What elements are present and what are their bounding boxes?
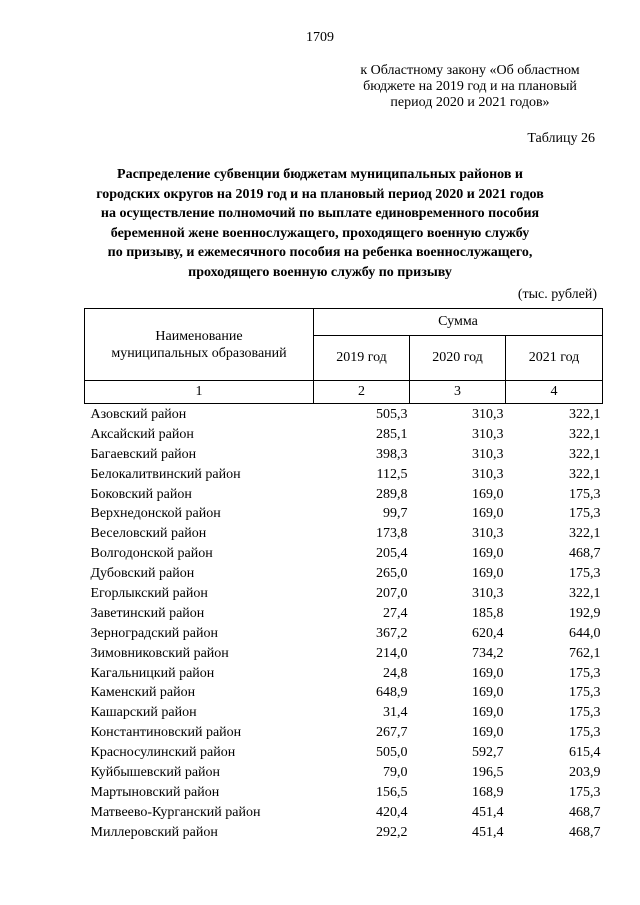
units-label: (тыс. рублей) bbox=[517, 287, 597, 302]
value-2020: 168,9 bbox=[472, 784, 504, 800]
value-2021: 322,1 bbox=[569, 585, 601, 601]
value-2019: 420,4 bbox=[376, 804, 408, 820]
table-row bbox=[85, 465, 603, 485]
appendix-line: бюджете на 2019 год и на плановый bbox=[363, 79, 577, 94]
value-2020: 451,4 bbox=[472, 804, 504, 820]
value-2021: 322,1 bbox=[569, 466, 601, 482]
table-row bbox=[85, 404, 603, 425]
title-line: по призыву, и ежемесячного пособия на ребенка военнослужащего, bbox=[107, 245, 533, 260]
district-name: Боковский район bbox=[90, 486, 192, 502]
header-col-number: 2 bbox=[314, 381, 410, 404]
table-row bbox=[85, 783, 603, 803]
value-2020: 169,0 bbox=[472, 685, 504, 701]
value-2020: 196,5 bbox=[472, 764, 504, 780]
district-name: Волгодонской район bbox=[90, 546, 213, 562]
value-2019: 285,1 bbox=[376, 426, 408, 442]
value-2019: 27,4 bbox=[383, 605, 408, 621]
title-line: на осуществление полномочий по выплате единовременного пособия bbox=[100, 206, 540, 221]
value-2021: 175,3 bbox=[569, 506, 601, 522]
header-name-line: Наименование bbox=[155, 328, 243, 344]
district-name: Мартыновский район bbox=[90, 784, 220, 800]
value-2019: 99,7 bbox=[383, 506, 408, 522]
district-name: Зимовниковский район bbox=[90, 645, 229, 661]
value-2020: 310,3 bbox=[472, 446, 504, 462]
document-title bbox=[70, 165, 570, 282]
district-name: Константиновский район bbox=[90, 725, 242, 741]
value-2021: 175,3 bbox=[569, 486, 601, 502]
table-row bbox=[85, 445, 603, 465]
header-name-cell bbox=[85, 309, 314, 381]
value-2020: 310,3 bbox=[472, 585, 504, 601]
value-2021: 175,3 bbox=[569, 685, 601, 701]
value-2019: 207,0 bbox=[376, 585, 408, 601]
value-2019: 292,2 bbox=[376, 824, 408, 840]
title-line: проходящего военную службу по призыву bbox=[188, 264, 452, 280]
district-name: Аксайский район bbox=[90, 426, 194, 442]
value-2020: 185,8 bbox=[472, 605, 504, 621]
page-number: 1709 bbox=[306, 30, 334, 45]
table-row bbox=[85, 743, 603, 763]
value-2019: 31,4 bbox=[383, 705, 408, 721]
value-2019: 289,8 bbox=[376, 486, 408, 502]
value-2021: 175,3 bbox=[569, 566, 601, 582]
value-2021: 175,3 bbox=[569, 665, 601, 681]
value-2020: 734,2 bbox=[472, 645, 504, 661]
table-row bbox=[85, 504, 603, 524]
value-2020: 620,4 bbox=[472, 625, 504, 641]
value-2021: 322,1 bbox=[569, 526, 601, 542]
value-2021: 175,3 bbox=[569, 705, 601, 721]
table-row bbox=[85, 723, 603, 743]
header-year: 2021 год bbox=[506, 336, 603, 381]
value-2021: 468,7 bbox=[569, 804, 601, 820]
title-line: городских округов на 2019 год и на плановый период 2020 и 2021 годов bbox=[96, 186, 544, 202]
table-row bbox=[85, 624, 603, 644]
district-name: Багаевский район bbox=[90, 446, 197, 462]
district-name: Куйбышевский район bbox=[90, 764, 221, 780]
value-2020: 169,0 bbox=[472, 725, 504, 741]
value-2021: 203,9 bbox=[569, 764, 601, 780]
value-2020: 169,0 bbox=[472, 546, 504, 562]
district-name: Матвеево-Курганский район bbox=[90, 804, 261, 820]
value-2019: 505,3 bbox=[376, 406, 408, 422]
table-row bbox=[85, 564, 603, 584]
table-row bbox=[85, 485, 603, 505]
table-label: Таблицу 26 bbox=[527, 131, 595, 146]
value-2021: 644,0 bbox=[569, 625, 601, 641]
table-row bbox=[85, 823, 603, 843]
district-name: Миллеровский район bbox=[90, 824, 218, 840]
table-row bbox=[85, 604, 603, 624]
value-2020: 592,7 bbox=[472, 745, 504, 761]
header-col-number: 4 bbox=[506, 381, 603, 404]
value-2021: 615,4 bbox=[569, 745, 601, 761]
header-year: 2020 год bbox=[410, 336, 506, 381]
value-2019: 173,8 bbox=[376, 526, 408, 542]
value-2021: 175,3 bbox=[569, 725, 601, 741]
value-2021: 762,1 bbox=[569, 645, 601, 661]
table-row bbox=[85, 544, 603, 564]
appendix-line: к Областному закону «Об областном bbox=[360, 63, 580, 78]
value-2020: 310,3 bbox=[472, 406, 504, 422]
district-name: Дубовский район bbox=[90, 566, 195, 582]
value-2021: 468,7 bbox=[569, 824, 601, 840]
header-col-number: 1 bbox=[85, 381, 314, 404]
district-name: Егорлыкский район bbox=[90, 585, 208, 601]
value-2019: 265,0 bbox=[376, 566, 408, 582]
value-2019: 267,7 bbox=[376, 725, 408, 741]
table-row bbox=[85, 763, 603, 783]
table-row bbox=[85, 644, 603, 664]
value-2021: 322,1 bbox=[569, 446, 601, 462]
value-2020: 169,0 bbox=[472, 506, 504, 522]
table-row bbox=[85, 703, 603, 723]
title-line: Распределение субвенции бюджетам муниципальных районов и bbox=[117, 167, 523, 182]
value-2019: 367,2 bbox=[376, 625, 408, 641]
value-2019: 505,0 bbox=[376, 745, 408, 761]
value-2020: 169,0 bbox=[472, 486, 504, 502]
district-name: Азовский район bbox=[90, 406, 187, 422]
value-2021: 192,9 bbox=[569, 605, 601, 621]
district-name: Заветинский район bbox=[90, 605, 205, 621]
table-row bbox=[85, 584, 603, 604]
title-line: беременной жене военнослужащего, проходящего военную службу bbox=[110, 225, 530, 241]
table-row bbox=[85, 803, 603, 823]
district-name: Красносулинский район bbox=[90, 745, 236, 761]
value-2019: 79,0 bbox=[383, 764, 408, 780]
value-2021: 322,1 bbox=[569, 426, 601, 442]
header-sum: Сумма bbox=[314, 309, 603, 336]
district-name: Каменский район bbox=[90, 685, 196, 701]
table-row bbox=[85, 524, 603, 544]
value-2020: 451,4 bbox=[472, 824, 504, 840]
value-2021: 175,3 bbox=[569, 784, 601, 800]
value-2019: 648,9 bbox=[376, 685, 408, 701]
value-2021: 322,1 bbox=[569, 406, 601, 422]
appendix-reference bbox=[330, 63, 610, 111]
value-2020: 169,0 bbox=[472, 665, 504, 681]
value-2021: 468,7 bbox=[569, 546, 601, 562]
subvention-table bbox=[84, 308, 603, 843]
appendix-line: период 2020 и 2021 годов» bbox=[390, 95, 550, 110]
district-name: Верхнедонской район bbox=[90, 506, 221, 522]
table-row bbox=[85, 683, 603, 703]
value-2020: 310,3 bbox=[472, 526, 504, 542]
district-name: Кагальницкий район bbox=[90, 665, 215, 681]
header-year: 2019 год bbox=[314, 336, 410, 381]
value-2019: 112,5 bbox=[376, 466, 408, 482]
value-2019: 398,3 bbox=[376, 446, 408, 462]
value-2019: 214,0 bbox=[376, 645, 408, 661]
district-name: Белокалитвинский район bbox=[90, 466, 241, 482]
value-2019: 156,5 bbox=[376, 784, 408, 800]
table-row bbox=[85, 664, 603, 684]
value-2020: 169,0 bbox=[472, 705, 504, 721]
value-2019: 205,4 bbox=[376, 546, 408, 562]
header-name-line: муниципальных образований bbox=[111, 345, 287, 361]
table-row bbox=[85, 425, 603, 445]
district-name: Кашарский район bbox=[90, 705, 197, 721]
value-2019: 24,8 bbox=[383, 665, 408, 681]
district-name: Зерноградский район bbox=[90, 625, 218, 641]
value-2020: 169,0 bbox=[472, 566, 504, 582]
header-col-number: 3 bbox=[410, 381, 506, 404]
value-2020: 310,3 bbox=[472, 426, 504, 442]
value-2020: 310,3 bbox=[472, 466, 504, 482]
district-name: Веселовский район bbox=[90, 526, 207, 542]
